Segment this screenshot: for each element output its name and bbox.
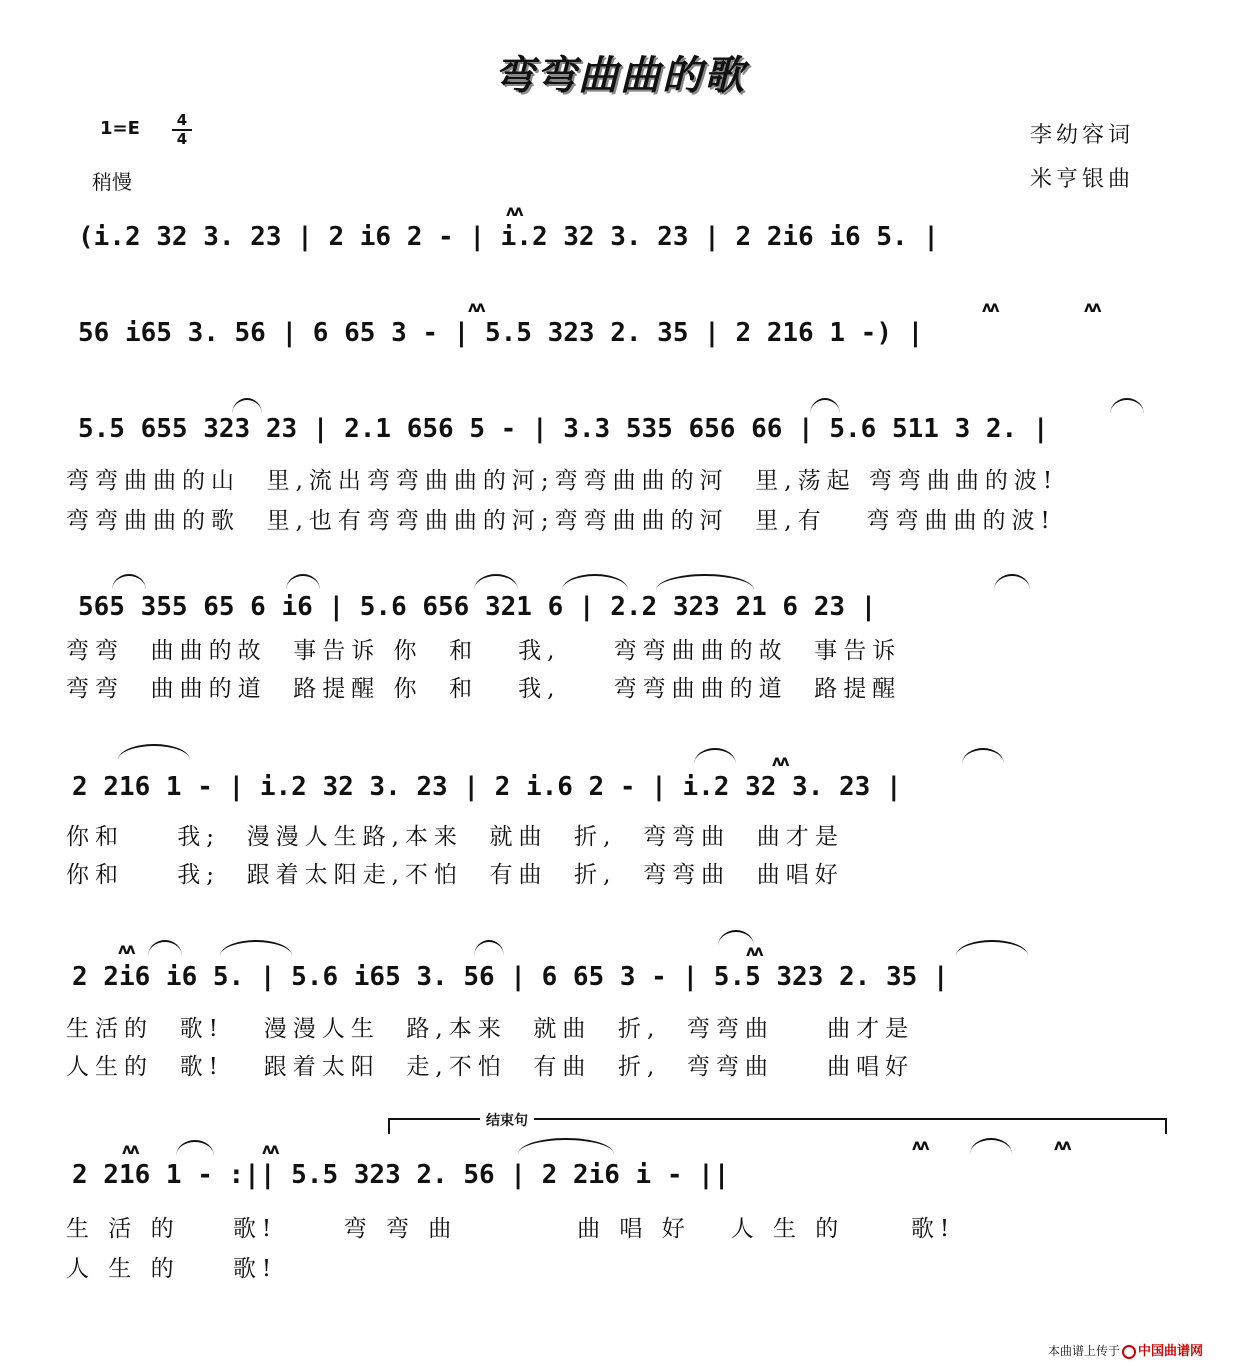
mordent-mark: ʌʌ: [118, 940, 134, 958]
mordent-mark: ʌʌ: [912, 1136, 928, 1154]
slur-mark: [694, 748, 736, 764]
score-row-4-notes: 565 355 65 6 i6 | 5.6 656 321 6 | 2.2 323 21 6 23 |: [78, 592, 877, 622]
site-logo-icon: [1122, 1345, 1136, 1359]
mordent-mark: ʌʌ: [1084, 298, 1100, 316]
slur-mark: [474, 574, 518, 590]
mordent-mark: ʌʌ: [468, 298, 484, 316]
footer-text: 本曲谱上传于: [1048, 1344, 1121, 1358]
score-row-2-notes: 56 i65 3. 56 | 6 65 3 - | 5.5 323 2. 35 | 2 216 1 -) |: [78, 318, 924, 348]
slur-mark: [994, 574, 1030, 590]
slur-mark: [118, 744, 190, 760]
score-row-3-lyrics-verse1: 弯弯曲曲的山 里,流出弯弯曲曲的河;弯弯曲曲的河 里,荡起 弯弯曲曲的波!: [66, 468, 1059, 494]
score-row-1-notes: (i.2 32 3. 23 | 2 i6 2 - | i.2 32 3. 23 | 2 2i6 i6 5. |: [78, 222, 939, 252]
slur-mark: [656, 574, 754, 590]
ending-label: 结束句: [480, 1110, 534, 1130]
time-signature: [172, 112, 192, 148]
mordent-mark: ʌʌ: [506, 202, 522, 220]
page-title: 弯弯曲曲的歌: [494, 52, 746, 99]
score-row-7-lyrics-verse2: 人 生 的 歌!: [66, 1256, 278, 1282]
score-row-5-lyrics-verse2: 你和 我; 跟着太阳走,不怕 有曲 折, 弯弯曲 曲唱好: [66, 862, 844, 888]
score-row-5-notes: 2 216 1 - | i.2 32 3. 23 | 2 i.6 2 - | i.2 32 3. 23 |: [72, 772, 902, 802]
time-signature-top: 4: [176, 111, 188, 129]
slur-mark: [474, 940, 504, 956]
score-row-5-lyrics-verse1: 你和 我; 漫漫人生路,本来 就曲 折, 弯弯曲 曲才是: [66, 824, 844, 850]
lyricist-credit: 李幼容词: [1030, 123, 1135, 148]
slur-mark: [970, 1138, 1012, 1154]
score-row-3-lyrics-verse2: 弯弯曲曲的歌 里,也有弯弯曲曲的河;弯弯曲曲的河 里,有 弯弯曲曲的波!: [66, 508, 1056, 534]
score-row-4-lyrics-verse1: 弯弯 曲曲的故 事告诉 你 和 我, 弯弯曲曲的故 事告诉: [66, 638, 902, 664]
mordent-mark: ʌʌ: [982, 298, 998, 316]
slur-mark: [810, 398, 840, 414]
slur-mark: [220, 940, 292, 956]
mordent-mark: ʌʌ: [746, 942, 762, 960]
mordent-mark: ʌʌ: [122, 1140, 138, 1158]
slur-mark: [232, 398, 262, 414]
key-signature: 1=E: [100, 118, 140, 139]
score-row-7-notes: 2 216 1 - :|| 5.5 323 2. 56 | 2 2i6 i - ||: [72, 1160, 730, 1190]
slur-mark: [1110, 398, 1144, 414]
slur-mark: [962, 748, 1004, 764]
mordent-mark: ʌʌ: [772, 752, 788, 770]
mordent-mark: ʌʌ: [1054, 1136, 1070, 1154]
slur-mark: [956, 940, 1028, 956]
score-row-6-notes: 2 2i6 i6 5. | 5.6 i65 3. 56 | 6 65 3 - | 5.5 323 2. 35 |: [72, 962, 949, 992]
slur-mark: [518, 1138, 614, 1154]
slur-mark: [562, 574, 628, 590]
score-row-4-lyrics-verse2: 弯弯 曲曲的道 路提醒 你 和 我, 弯弯曲曲的道 路提醒: [66, 676, 902, 702]
slur-mark: [148, 940, 182, 956]
score-row-6-lyrics-verse2: 人生的 歌! 跟着太阳 走,不怕 有曲 折, 弯弯曲 曲唱好: [66, 1054, 915, 1080]
slur-mark: [286, 574, 320, 590]
slur-mark: [176, 1140, 214, 1156]
score-row-7-lyrics-verse1: 生 活 的 歌! 弯 弯 曲 曲 唱 好 人 生 的 歌!: [66, 1216, 956, 1242]
slur-mark: [112, 574, 146, 590]
composer-credit: 米亨银曲: [1030, 167, 1135, 192]
score-row-6-lyrics-verse1: 生活的 歌! 漫漫人生 路,本来 就曲 折, 弯弯曲 曲才是: [66, 1016, 915, 1042]
score-row-3-notes: 5.5 655 323 23 | 2.1 656 5 - | 3.3 535 656 66 | 5.6 511 3 2. |: [78, 414, 1049, 444]
tempo-marking: 稍慢: [92, 170, 132, 194]
mordent-mark: ʌʌ: [262, 1140, 278, 1158]
time-signature-bottom: 4: [176, 130, 188, 148]
footer-credit: [1048, 1340, 1203, 1359]
footer-site: 中国曲谱网: [1138, 1344, 1204, 1359]
